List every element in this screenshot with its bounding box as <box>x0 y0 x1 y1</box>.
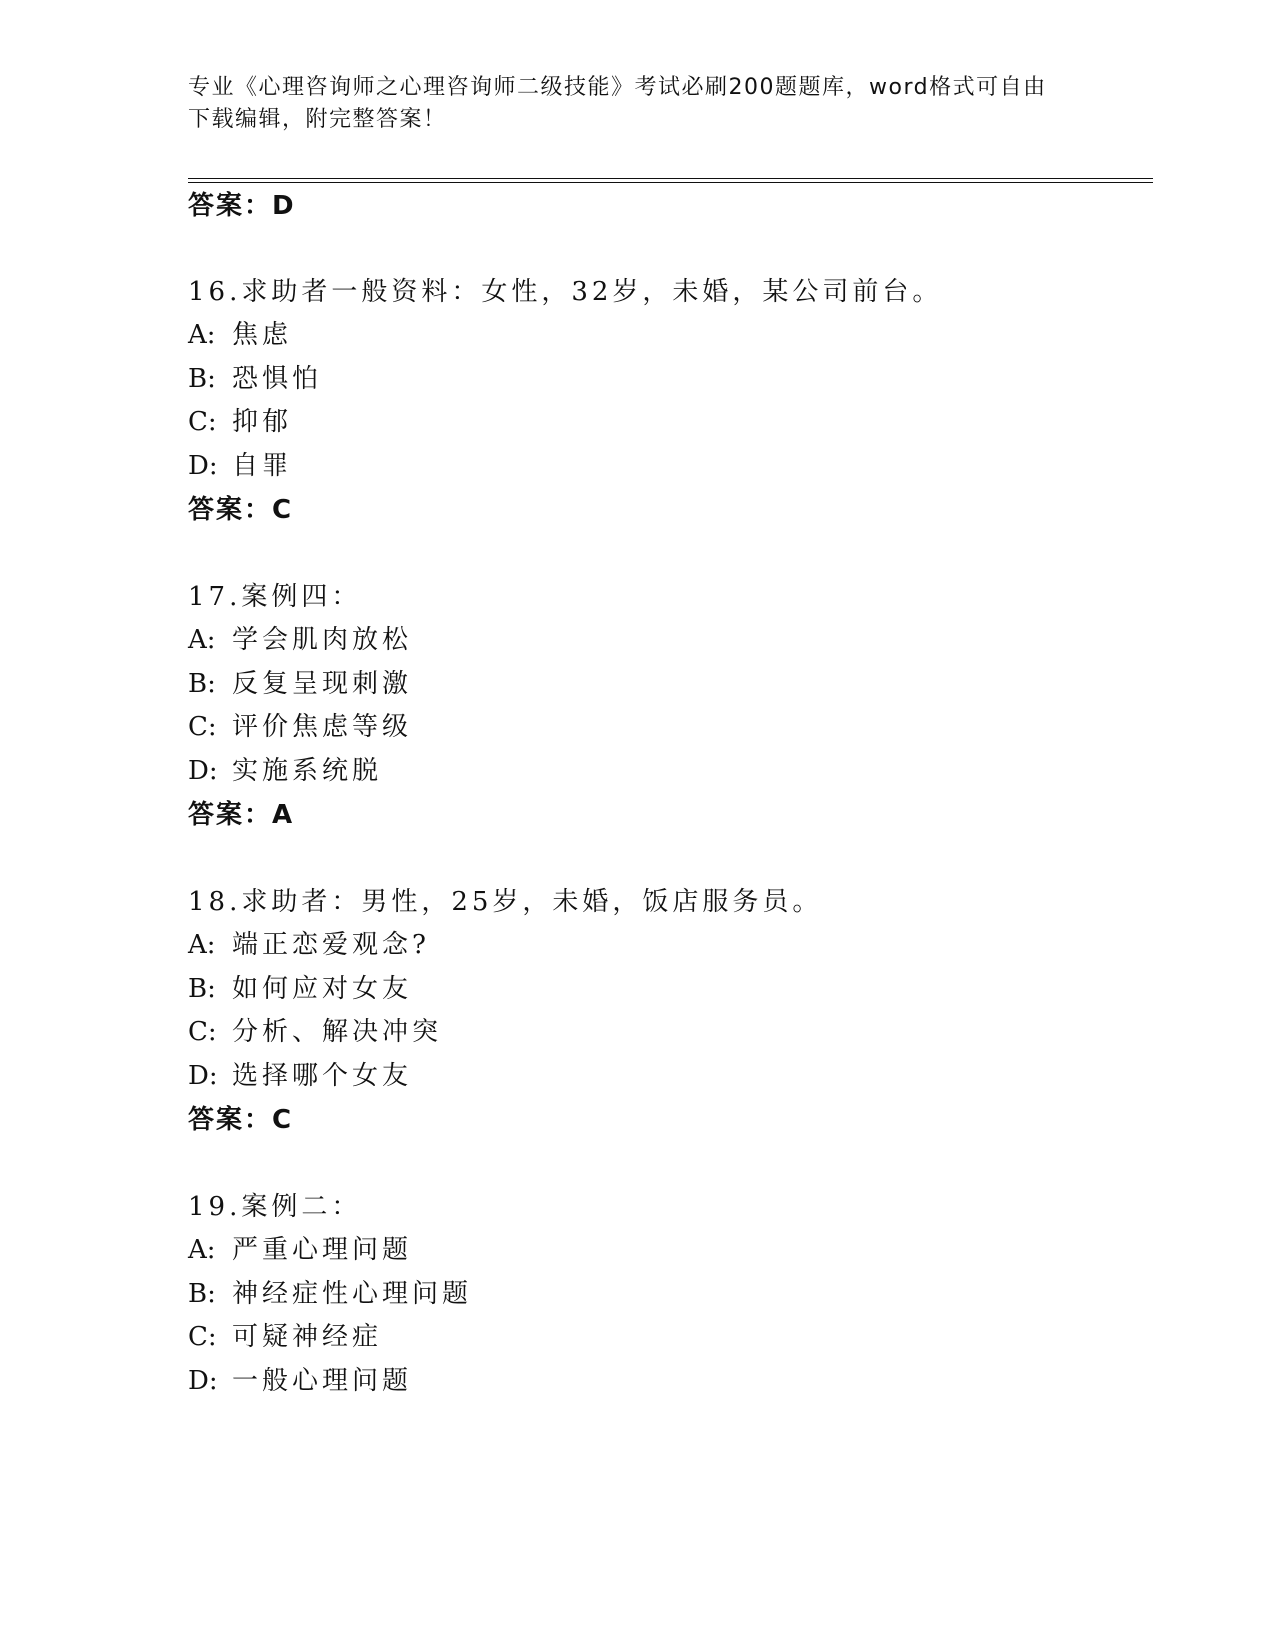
option-text: 如何应对女友 <box>232 974 413 1004</box>
q19-option-a <box>188 1234 412 1266</box>
option-text: 选择哪个女友 <box>232 1061 413 1091</box>
question-17-stem: 17.案例四： <box>188 582 362 612</box>
q16-option-d <box>188 450 292 482</box>
option-text: 神经症性心理问题 <box>232 1279 473 1309</box>
q18-option-d <box>188 1060 412 1092</box>
option-letter: A: <box>188 1235 216 1265</box>
q16-option-b <box>188 363 322 395</box>
q18-option-c <box>188 1016 442 1048</box>
document-header: 专业《心理咨询师之心理咨询师二级技能》考试必刷200题题库，word格式可自由下载编辑，附完整答案！ <box>188 75 1047 132</box>
option-letter: D: <box>188 1366 218 1396</box>
option-text: 可疑神经症 <box>232 1322 383 1352</box>
q17-option-b <box>188 668 412 700</box>
option-letter: C: <box>188 1322 217 1352</box>
q18-option-a <box>188 929 430 961</box>
question-16-stem: 16.求助者一般资料：女性，32岁，未婚，某公司前台。 <box>188 277 943 307</box>
q16-option-a <box>188 319 292 351</box>
option-letter: D: <box>188 1061 218 1091</box>
option-text: 恐惧怕 <box>232 364 323 394</box>
q17-option-c <box>188 711 412 743</box>
answer-18: 答案：C <box>188 1105 294 1135</box>
option-text: 严重心理问题 <box>232 1235 413 1265</box>
question-18-stem: 18.求助者：男性，25岁，未婚，饭店服务员。 <box>188 887 823 917</box>
option-letter: B: <box>188 1279 216 1309</box>
option-text: 评价焦虑等级 <box>232 712 413 742</box>
option-letter: A: <box>188 320 216 350</box>
option-letter: A: <box>188 625 216 655</box>
option-text: 自罪 <box>232 451 293 481</box>
q17-option-a <box>188 624 412 656</box>
q19-option-d <box>188 1365 412 1397</box>
option-letter: D: <box>188 451 218 481</box>
option-letter: B: <box>188 974 216 1004</box>
option-letter: C: <box>188 1017 217 1047</box>
answer-15: 答案：D <box>188 191 296 221</box>
option-letter: B: <box>188 364 216 394</box>
answer-16: 答案：C <box>188 495 294 525</box>
q16-option-c <box>188 406 292 438</box>
option-text: 反复呈现刺激 <box>232 669 413 699</box>
option-letter: A: <box>188 930 216 960</box>
q19-option-c <box>188 1321 382 1353</box>
option-text: 分析、解决冲突 <box>232 1017 443 1047</box>
question-19-stem: 19.案例二： <box>188 1192 362 1222</box>
option-text: 学会肌肉放松 <box>232 625 413 655</box>
q19-option-b <box>188 1278 472 1310</box>
option-text: 一般心理问题 <box>232 1366 413 1396</box>
option-letter: C: <box>188 712 217 742</box>
option-letter: C: <box>188 407 217 437</box>
header-divider <box>188 178 1153 183</box>
option-text: 实施系统脱 <box>232 756 383 786</box>
option-text: 抑郁 <box>232 407 293 437</box>
option-letter: B: <box>188 669 216 699</box>
q18-option-b <box>188 973 412 1005</box>
option-text: 焦虑 <box>232 320 293 350</box>
option-letter: D: <box>188 756 218 786</box>
option-text: 端正恋爱观念? <box>232 930 430 960</box>
q17-option-d <box>188 755 382 787</box>
answer-17: 答案：A <box>188 800 295 830</box>
